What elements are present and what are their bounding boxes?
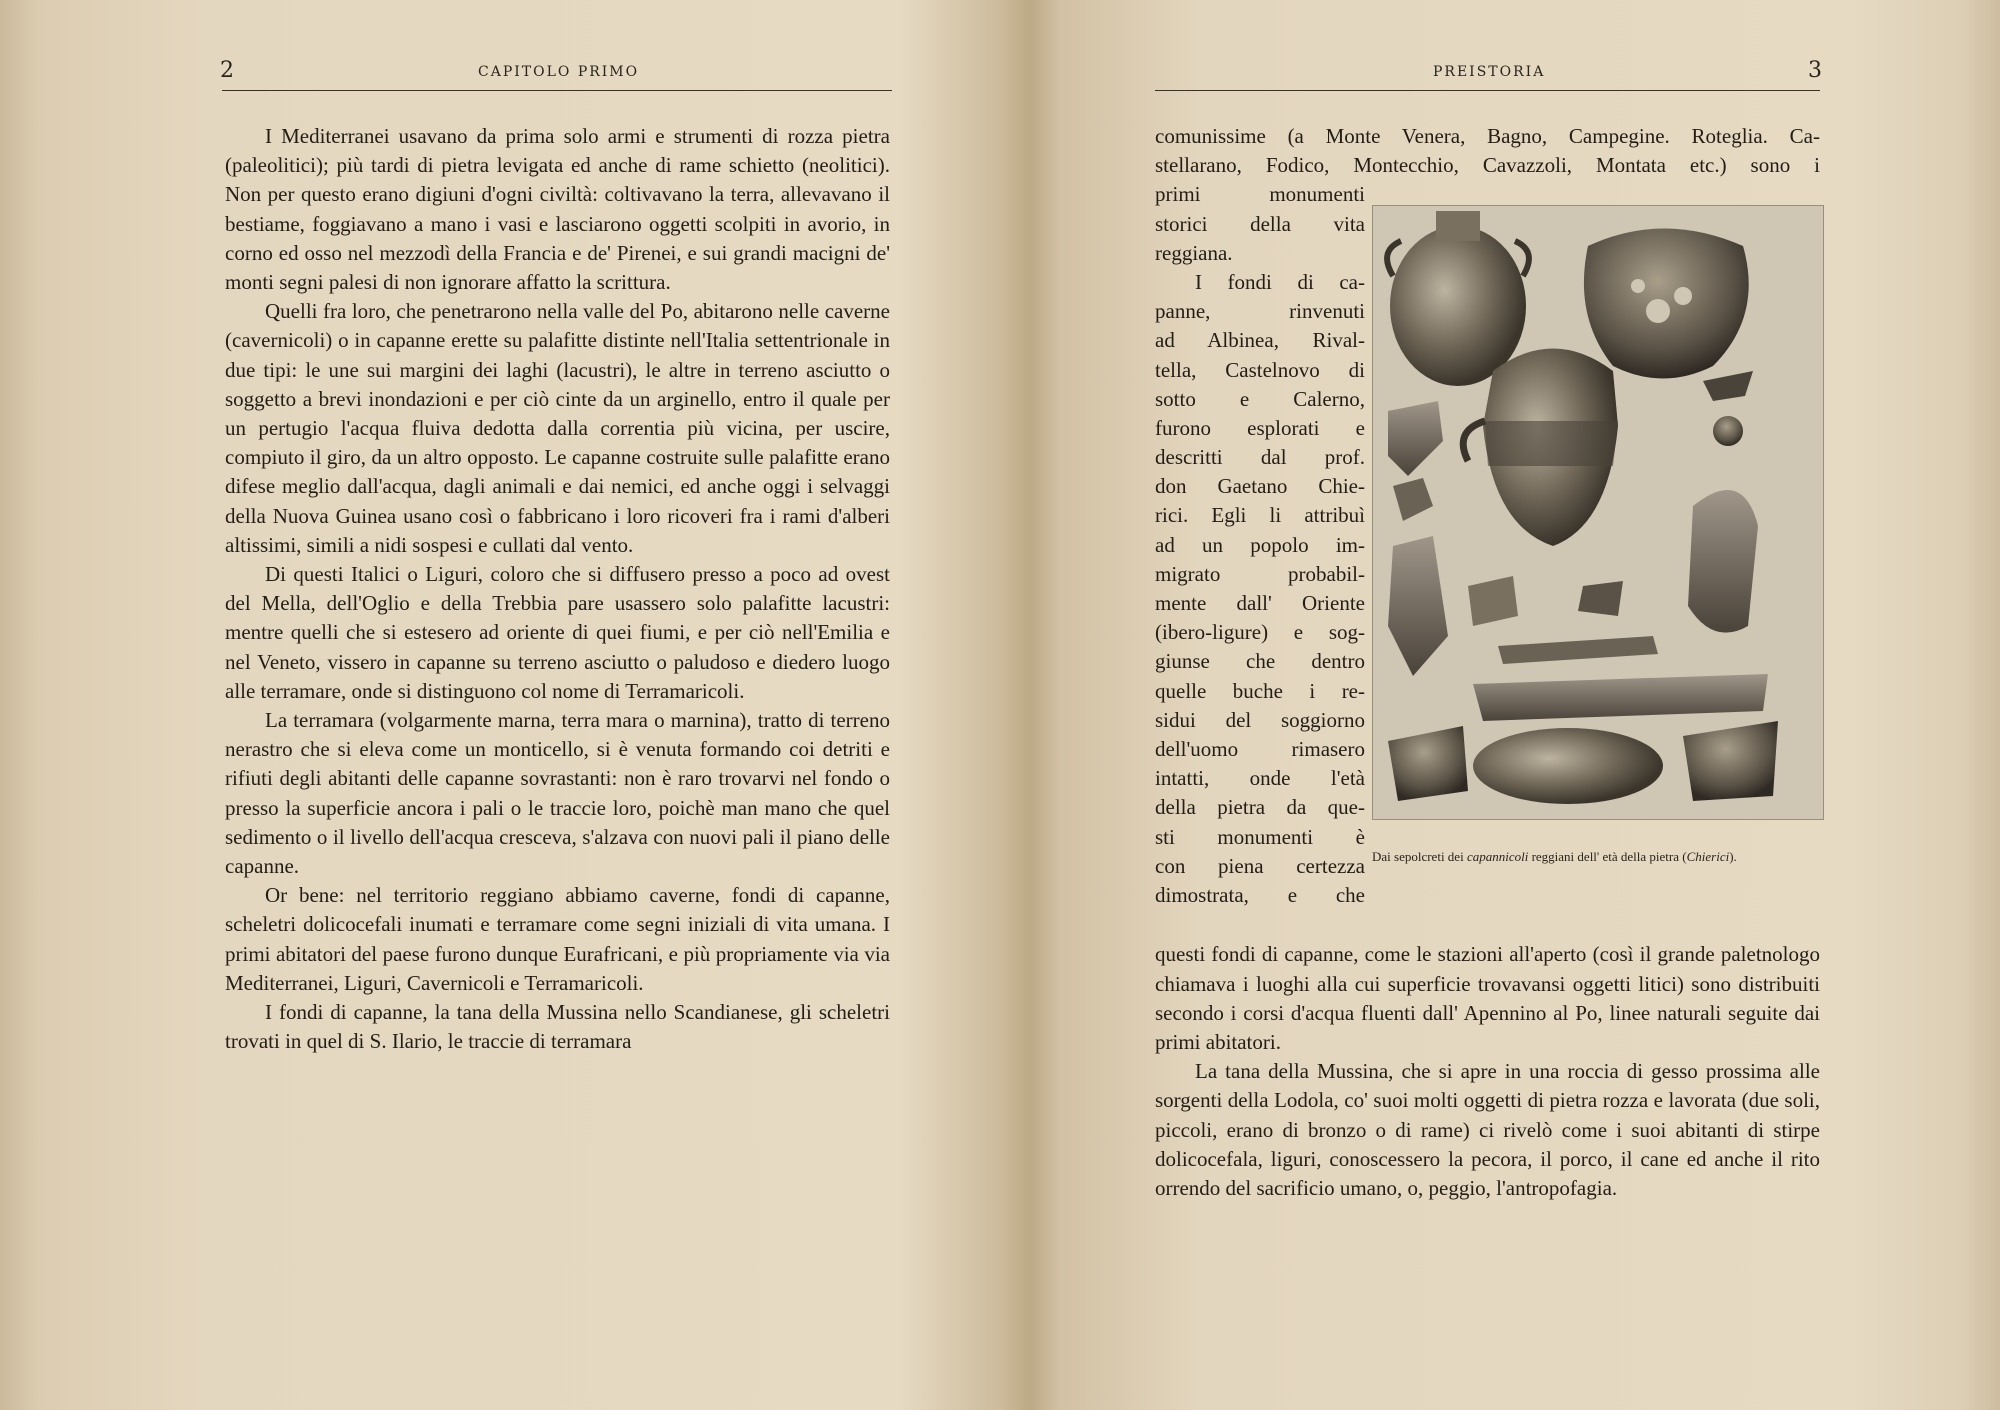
text-line: comunissime (a Monte Venera, Bagno, Campegine. Roteglia. Ca- [1155,124,1820,148]
text-line: quelle buche i re- [1155,678,1365,703]
text-line: sti monumenti è [1155,824,1365,849]
caption-text: reggiani dell' età della pietra ( [1531,849,1687,864]
right-header-rule [1155,90,1820,91]
text-line: sotto e Calerno, [1155,386,1365,411]
left-body-text [225,122,890,1057]
left-header-rule [222,90,892,91]
bead-icon [1713,416,1743,446]
text-line: tella, Castelnovo di [1155,357,1365,382]
caption-text: ). [1729,849,1737,864]
text-line: migrato probabil- [1155,561,1365,586]
paragraph: Quelli fra loro, che penetrarono nella valle del Po, abitarono nelle caverne (cavernicoli) o in capanne erette su palafitte distinte nell'Italia settentrionale in due tipi: le une sui margini dei laghi (lacustri), le altre in terreno asciutto o soggetto a brevi inondazioni e per ciò cinte da un arginello, entro il quale per un pertugio l'acqua fluiva dedotta dalla correntia più vicina, per uscire, compiuto il giro, da un altro opposto. Le capanne costruite sulle palafitte erano difese meglio dall'acqua, dagli animali e dai nemici, ed anche oggi i selvaggi della Nuova Guinea usano così o fabbricano i loro ricoveri fra i rami d'alberi altissimi, simili a nidi sospesi e cullati dal vento. [225,299,890,557]
left-page-number: 2 [220,58,234,83]
text-line: dell'uomo rimasero [1155,736,1365,761]
right-body-text [1155,940,1820,1203]
text-line: intatti, onde l'età [1155,766,1365,791]
right-top-lines [1155,122,1820,180]
text-line: stellarano, Fodico, Montecchio, Cavazzoli, Montata etc.) sono i [1155,153,1820,178]
caption-italic: capannicoli [1466,849,1529,864]
fragment-icon [1578,581,1623,616]
text-line: descritti dal prof. [1155,445,1365,470]
right-page [1030,0,2000,1410]
paragraph: La terramara (volgarmente marna, terra mara o marnina), tratto di terreno nerastro che si eleva come un monticello, si è venuta formando coi detriti e rifiuti degli abitanti delle capanne sovrastanti: non è raro trovarvi nel fondo o presso la superficie ancora i pali o le traccie loro, poichè man mano che quel sedimento o il livello dell'acqua cresceva, s'alzava con nuovi pali il piano delle capanne. [225,708,890,879]
text-line: mente dall' Oriente [1155,591,1365,616]
text-line: panne, rinvenuti [1155,299,1365,324]
caption-text: Dai sepolcreti dei [1372,849,1464,864]
paragraph: La tana della Mussina, che si apre in una roccia di gesso prossima alle sorgenti della Lodola, co' suoi molti oggetti di pietra rozza e lavorata (due soli, piccoli, erano di bronzo o di rame) ci rivelò come i suoi abitanti di stirpe dolicocefala, liguri, conoscessero la pecora, il porco, il cane ed anche il rito orrendo del sacrificio umano, o, peggio, l'antropofagia. [1155,1059,1820,1201]
paragraph: I fondi di capanne, la tana della Mussina nello Scandianese, gli scheletri trovati in quel di S. Ilario, le traccie di terramara [225,1000,890,1054]
artifacts-illustration [1373,206,1823,819]
right-page-number: 3 [1808,58,1822,83]
text-line: ad un popolo im- [1155,532,1365,557]
paragraph: Or bene: nel territorio reggiano abbiamo caverne, fondi di capanne, scheletri dolicocefali inumati e terramare come segni iniziali di vita umana. I primi abitatori del paese furono dunque Eurafricani, e più propriamente via via Mediterranei, Liguri, Cavernicoli e Terramaricoli. [225,883,890,995]
stone-blade-icon [1688,490,1758,633]
figure-caption [1372,848,1822,866]
paragraph: I Mediterranei usavano da prima solo armi e strumenti di rozza pietra (paleolitici); più tardi di pietra levigata ed anche di rame schietto (neolitici). Non per questo erano digiuni d'ogni civiltà: coltivavano la terra, allevavano il bestiame, foggiavano a mano i vasi e lasciarono oggetti scolpiti in avorio, in corno ed osso nel mezzodì della Francia e de' Pirenei, e sui grandi macigni de' monti segni palesi di non ignorare affatto la scrittura. [225,124,890,295]
paragraph: questi fondi di capanne, come le stazioni all'aperto (così il grande paletnologo chiamava i luoghi alla cui superficie trovavansi oggetti litici) sono distribuiti secondo i corsi d'acqua fluenti dall' Apennino al Po, linee naturali seguite dai primi abitatori. [1155,942,1820,1054]
artifacts-figure [1372,205,1824,820]
text-line: storici della vita [1155,211,1365,236]
text-line: con piena certezza [1155,853,1365,878]
text-line: (ibero-ligure) e sog- [1155,620,1365,645]
caption-author: Chierici [1686,849,1730,864]
text-line: rici. Egli li attribuì [1155,503,1365,528]
text-line: primi monumenti [1155,182,1365,207]
text-line: ad Albinea, Rival- [1155,328,1365,353]
text-line: I fondi di ca- [1195,269,1365,294]
text-line: della pietra da que- [1155,795,1365,820]
text-line: don Gaetano Chie- [1155,474,1365,499]
right-wrap-column [1155,180,1365,910]
paragraph: Di questi Italici o Liguri, coloro che si diffusero presso a poco ad ovest del Mella, dell'Oglio e della Trebbia pare usassero solo palafitte lacustri: mentre quelli che si estesero ad oriente di quei fiumi, e per ciò nell'Emilia e nel Veneto, vissero in capanne su terreno asciutto o paludoso e diedero luogo alle terramare, onde si distinguono col nome di Terramaricoli. [225,562,890,703]
text-line: furono esplorati e [1155,415,1365,440]
text-line: giunse che dentro [1155,649,1365,674]
text-line: reggiana. [1155,240,1233,265]
left-running-head: CAPITOLO PRIMO [478,64,640,80]
right-running-head: PREISTORIA [1433,64,1546,80]
grinding-stone-icon [1473,728,1663,804]
text-line: sidui del soggiorno [1155,707,1365,732]
text-line: dimostrata, e che [1155,882,1365,907]
